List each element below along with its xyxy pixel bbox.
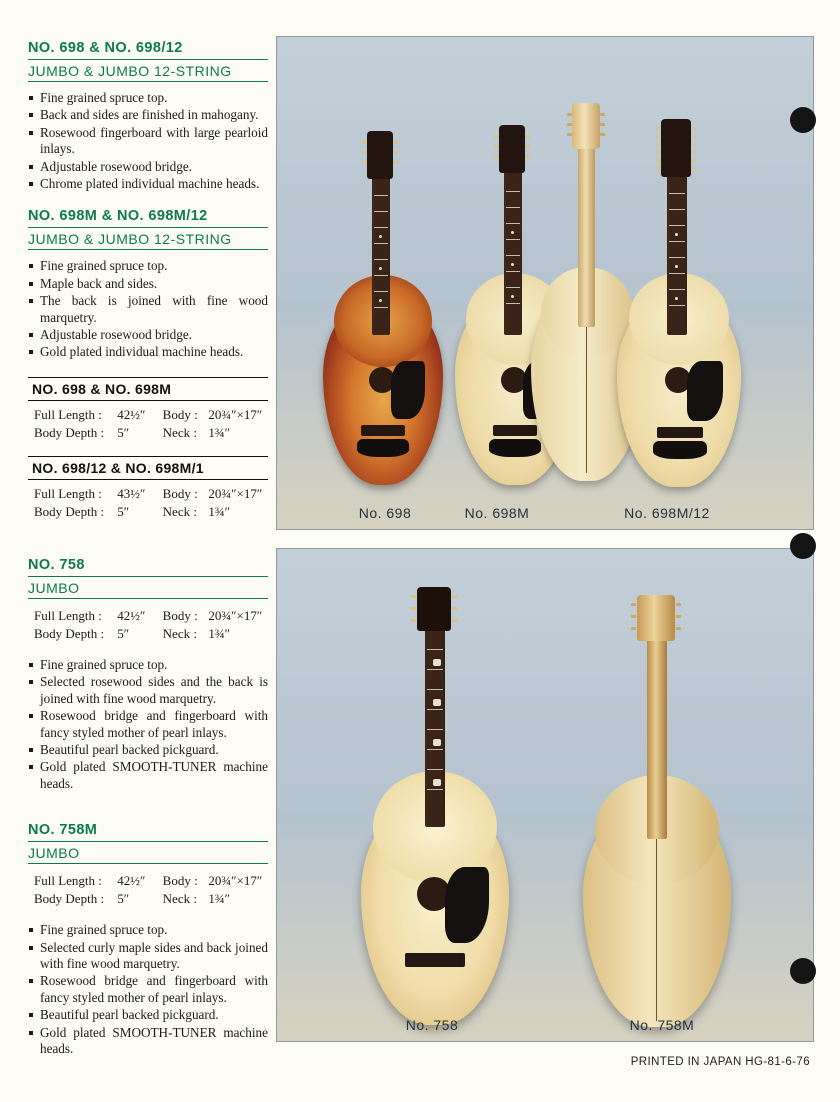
spec-value: 43½″ bbox=[117, 485, 146, 501]
guitar-headstock bbox=[367, 131, 393, 179]
spec-label: Neck : bbox=[162, 891, 197, 907]
feature-item: Fine grained spruce top. bbox=[28, 90, 268, 106]
spec-label: Body Depth : bbox=[34, 424, 105, 440]
spec-row bbox=[28, 890, 268, 908]
spec-table bbox=[28, 485, 268, 521]
section-758m-heading: NO. 758M bbox=[28, 822, 268, 842]
guitar-headstock bbox=[417, 587, 451, 631]
guitar-fingerboard bbox=[506, 173, 520, 335]
spec-label: Full Length : bbox=[34, 607, 102, 623]
spec-value: 1¾″ bbox=[208, 424, 231, 440]
spec-label: Body : bbox=[162, 485, 198, 501]
spec-label: Neck : bbox=[162, 424, 197, 440]
spec-heading: NO. 698/12 & NO. 698M/1 bbox=[28, 456, 268, 480]
spec-row bbox=[28, 503, 268, 521]
spec-label: Body : bbox=[162, 406, 198, 422]
guitar-pickguard bbox=[687, 361, 723, 421]
feature-item: Beautiful pearl backed pickguard. bbox=[28, 742, 268, 758]
section-758-features bbox=[28, 657, 268, 792]
spec-value: 5″ bbox=[117, 503, 130, 519]
photo-caption-698: No. 698 bbox=[358, 505, 412, 521]
feature-item: Gold plated SMOOTH-TUNER machine heads. bbox=[28, 1025, 268, 1058]
spec-table bbox=[28, 406, 268, 442]
guitar-bridge bbox=[657, 427, 703, 438]
feature-item: Maple back and sides. bbox=[28, 276, 268, 292]
section-758m-subheading: JUMBO bbox=[28, 845, 268, 864]
feature-item: Beautiful pearl backed pickguard. bbox=[28, 1007, 268, 1023]
feature-item: Adjustable rosewood bridge. bbox=[28, 159, 268, 175]
section-698m-subheading: JUMBO & JUMBO 12-STRING bbox=[28, 231, 268, 250]
guitar-headstock-12-string bbox=[661, 119, 691, 177]
section-698-features bbox=[28, 90, 268, 192]
spec-label: Body : bbox=[162, 873, 198, 889]
spec-row bbox=[28, 625, 268, 643]
spec-label: Neck : bbox=[162, 625, 197, 641]
guitar-pickguard bbox=[391, 361, 425, 419]
spec-row bbox=[28, 406, 268, 424]
spec-label: Full Length : bbox=[34, 873, 102, 889]
spec-value: 42½″ bbox=[117, 406, 146, 422]
spec-label: Body Depth : bbox=[34, 625, 105, 641]
feature-item: Chrome plated individual machine heads. bbox=[28, 176, 268, 192]
guitar-fingerboard bbox=[669, 175, 685, 335]
spec-value: 42½″ bbox=[117, 607, 146, 623]
photo-panel-698-family bbox=[276, 36, 814, 530]
spec-row bbox=[28, 607, 268, 625]
section-758m bbox=[28, 822, 268, 1057]
guitar-698 bbox=[317, 125, 447, 505]
page-footer: PRINTED IN JAPAN HG-81-6-76 bbox=[630, 1056, 810, 1068]
section-698m-heading: NO. 698M & NO. 698M/12 bbox=[28, 208, 268, 228]
spec-table-758m bbox=[28, 872, 268, 908]
spec-value: 5″ bbox=[117, 891, 130, 907]
feature-item: Fine grained spruce top. bbox=[28, 922, 268, 938]
guitar-back-headstock bbox=[572, 103, 600, 149]
feature-item: Fine grained spruce top. bbox=[28, 657, 268, 673]
feature-item: Selected curly maple sides and back joined with fine wood marquetry. bbox=[28, 940, 268, 973]
photo-caption-698m-12: No. 698M/12 bbox=[624, 505, 710, 521]
feature-item: Rosewood bridge and fingerboard with fancy styled mother of pearl inlays. bbox=[28, 973, 268, 1006]
spec-value: 1¾″ bbox=[208, 625, 231, 641]
section-698-heading: NO. 698 & NO. 698/12 bbox=[28, 40, 268, 60]
spec-value: 5″ bbox=[117, 424, 130, 440]
feature-item: The back is joined with fine wood marquetry. bbox=[28, 293, 268, 326]
spec-value: 20¾″×17″ bbox=[208, 406, 263, 422]
feature-item: Back and sides are finished in mahogany. bbox=[28, 107, 268, 123]
spec-row bbox=[28, 485, 268, 503]
section-698m bbox=[28, 208, 268, 360]
spec-label: Full Length : bbox=[34, 406, 102, 422]
guitar-758 bbox=[355, 585, 515, 1025]
binder-hole bbox=[790, 533, 816, 559]
spec-label: Body Depth : bbox=[34, 503, 105, 519]
feature-item: Fine grained spruce top. bbox=[28, 258, 268, 274]
spec-value: 1¾″ bbox=[208, 891, 231, 907]
guitar-fingerboard bbox=[374, 177, 388, 335]
guitar-headstock bbox=[499, 125, 525, 173]
spec-label: Body Depth : bbox=[34, 891, 105, 907]
feature-item: Rosewood bridge and fingerboard with fancy styled mother of pearl inlays. bbox=[28, 708, 268, 741]
spec-label: Full Length : bbox=[34, 485, 102, 501]
feature-item: Selected rosewood sides and the back is joined with fine wood marquetry. bbox=[28, 674, 268, 707]
guitar-698m-12 bbox=[607, 115, 747, 507]
left-text-column bbox=[28, 40, 268, 1073]
guitar-back-neck bbox=[578, 145, 595, 327]
section-698m-features bbox=[28, 258, 268, 360]
section-758-subheading: JUMBO bbox=[28, 580, 268, 599]
spec-value: 20¾″×17″ bbox=[208, 485, 263, 501]
spec-table-758 bbox=[28, 607, 268, 643]
section-698-subheading: JUMBO & JUMBO 12-STRING bbox=[28, 63, 268, 82]
guitar-tailpiece bbox=[357, 439, 409, 457]
guitar-758m-back bbox=[577, 591, 737, 1031]
spec-value: 1¾″ bbox=[208, 503, 231, 519]
guitar-fingerboard bbox=[427, 629, 443, 827]
section-698 bbox=[28, 40, 268, 192]
spec-heading: NO. 698 & NO. 698M bbox=[28, 377, 268, 401]
section-758-heading: NO. 758 bbox=[28, 557, 268, 577]
guitar-bridge bbox=[405, 953, 465, 967]
photo-caption-758: No. 758 bbox=[405, 1017, 459, 1033]
photo-panel-758-family bbox=[276, 548, 814, 1042]
guitar-bridge bbox=[361, 425, 405, 436]
binder-hole bbox=[790, 107, 816, 133]
section-758m-features bbox=[28, 922, 268, 1057]
spec-block-698-12 bbox=[28, 456, 268, 521]
photo-caption-758m: No. 758M bbox=[629, 1017, 695, 1033]
feature-item: Gold plated individual machine heads. bbox=[28, 344, 268, 360]
spec-row bbox=[28, 424, 268, 442]
binder-hole bbox=[790, 958, 816, 984]
feature-item: Adjustable rosewood bridge. bbox=[28, 327, 268, 343]
spec-value: 42½″ bbox=[117, 873, 146, 889]
spec-value: 20¾″×17″ bbox=[208, 607, 263, 623]
section-758 bbox=[28, 557, 268, 792]
photo-caption-698m: No. 698M bbox=[464, 505, 530, 521]
spec-value: 20¾″×17″ bbox=[208, 873, 263, 889]
spec-label: Neck : bbox=[162, 503, 197, 519]
feature-item: Rosewood fingerboard with large pearloid inlays. bbox=[28, 125, 268, 158]
feature-item: Gold plated SMOOTH-TUNER machine heads. bbox=[28, 759, 268, 792]
spec-label: Body : bbox=[162, 607, 198, 623]
guitar-back-headstock bbox=[637, 595, 675, 641]
guitar-tailpiece bbox=[653, 441, 707, 459]
spec-value: 5″ bbox=[117, 625, 130, 641]
spec-block-698 bbox=[28, 377, 268, 442]
spec-row bbox=[28, 872, 268, 890]
guitar-back-neck bbox=[647, 635, 667, 839]
